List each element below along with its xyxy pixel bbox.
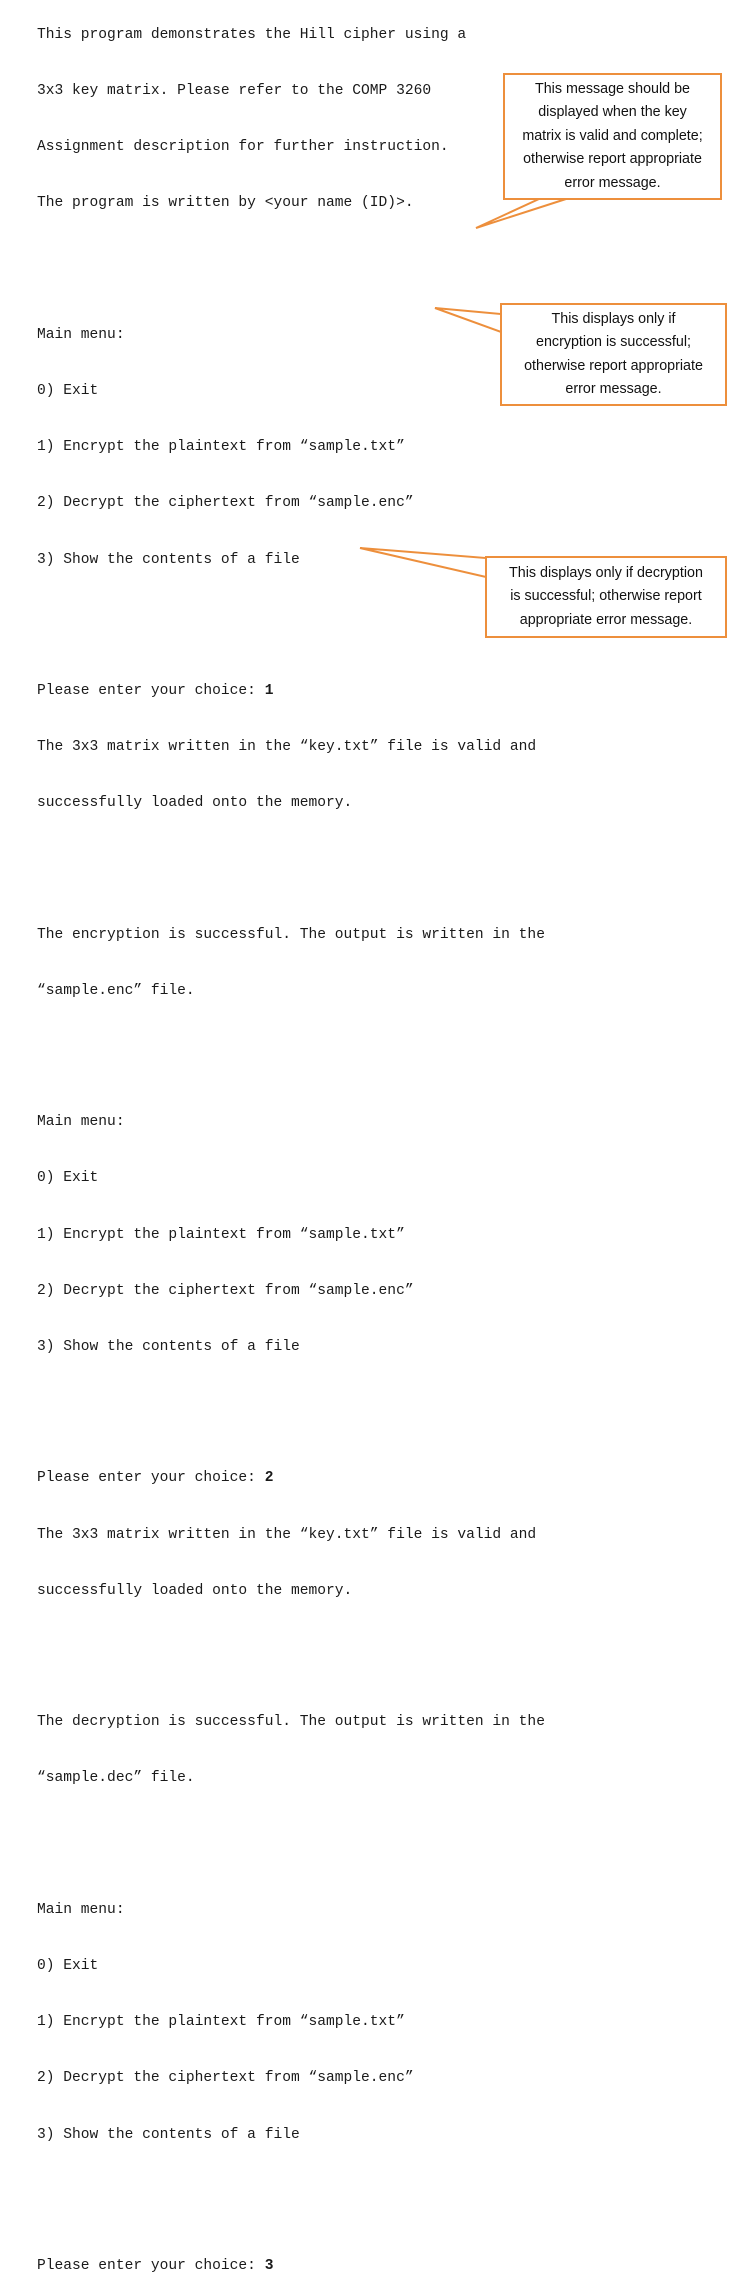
menu-title: Main menu: [37,1114,125,1130]
key-valid-callout [503,73,722,200]
blank-line [37,2182,545,2201]
decryption-callout-text [509,562,703,633]
choice-line [37,682,545,701]
encrypt-result-line: “sample.enc” file. [37,982,195,999]
blank-line [37,251,545,270]
callout-line: error message. [564,174,661,191]
menu-title: Main menu: [37,1901,125,1918]
menu-item-exit: 0) Exit [37,382,99,399]
menu-item-decrypt: 2) Decrypt the ciphertext from “sample.enc” [37,495,414,512]
callout-line: This displays only if decryption [509,564,703,581]
intro-line: Assignment description for further instruction. [37,139,449,155]
callout-line: otherwise report appropriate [523,151,702,168]
menu-item-encrypt: 1) Encrypt the plaintext from “sample.txt” [37,439,405,455]
choice-value: 1 [264,682,274,699]
menu-item-show-file: 3) Show the contents of a file [37,1339,300,1355]
key-valid-line: successfully loaded onto the memory. [37,1582,353,1599]
callout-line: appropriate error message. [519,611,693,628]
choice-value: 3 [264,2257,274,2274]
blank-line [37,1394,545,1413]
encryption-callout-text [524,308,703,402]
callout-line: matrix is valid and complete; [522,127,703,144]
decrypt-result-line: The decryption is successful. The output is written in the [37,1714,545,1730]
menu-item-show-file: 3) Show the contents of a file [37,551,300,568]
callout-line: This message should be [535,80,690,97]
intro-line: The program is written by <your name (ID)>. [37,195,414,212]
callout-line: otherwise report appropriate [524,357,703,374]
menu-item-decrypt: 2) Decrypt the ciphertext from “sample.enc” [37,1282,414,1299]
blank-line [37,1826,545,1845]
blank-line [37,607,545,626]
callout-line: error message. [565,381,662,397]
menu-item-exit: 0) Exit [37,1957,99,1974]
key-valid-line: The 3x3 matrix written in the “key.txt” file is valid and [37,1526,537,1543]
menu-item-exit: 0) Exit [37,1170,99,1187]
intro-line: 3x3 key matrix. Please refer to the COMP 3260 [37,82,432,99]
key-valid-line: successfully loaded onto the memory. [37,795,353,812]
encrypt-result-line: The encryption is successful. The output is written in the [37,926,545,943]
key-valid-callout-text [522,78,702,196]
intro-line: This program demonstrates the Hill cipher using a [37,26,467,43]
decrypt-result-line: “sample.dec” file. [37,1770,195,1787]
console-transcript [37,0,545,2294]
callout-line: is successful; otherwise report [510,588,702,605]
callout-line: This displays only if [551,310,676,327]
choice-prompt: Please enter your choice: [37,2257,265,2274]
menu-item-encrypt: 1) Encrypt the plaintext from “sample.txt” [37,1226,405,1243]
key-valid-line: The 3x3 matrix written in the “key.txt” file is valid and [37,739,537,755]
choice-line [37,1469,545,1488]
choice-value: 2 [264,1470,274,1487]
choice-prompt: Please enter your choice: [37,1470,265,1487]
choice-line [37,2257,545,2276]
menu-title: Main menu: [37,326,125,343]
encryption-callout [500,303,727,406]
blank-line [37,851,545,870]
blank-line [37,1638,545,1657]
blank-line [37,1038,545,1057]
decryption-callout [485,556,727,638]
callout-line: encryption is successful; [536,334,691,350]
menu-item-encrypt: 1) Encrypt the plaintext from “sample.txt” [37,2014,405,2030]
callout-line: displayed when the key [538,104,687,121]
menu-item-decrypt: 2) Decrypt the ciphertext from “sample.enc” [37,2070,414,2087]
choice-prompt: Please enter your choice: [37,682,265,699]
menu-item-show-file: 3) Show the contents of a file [37,2126,300,2143]
